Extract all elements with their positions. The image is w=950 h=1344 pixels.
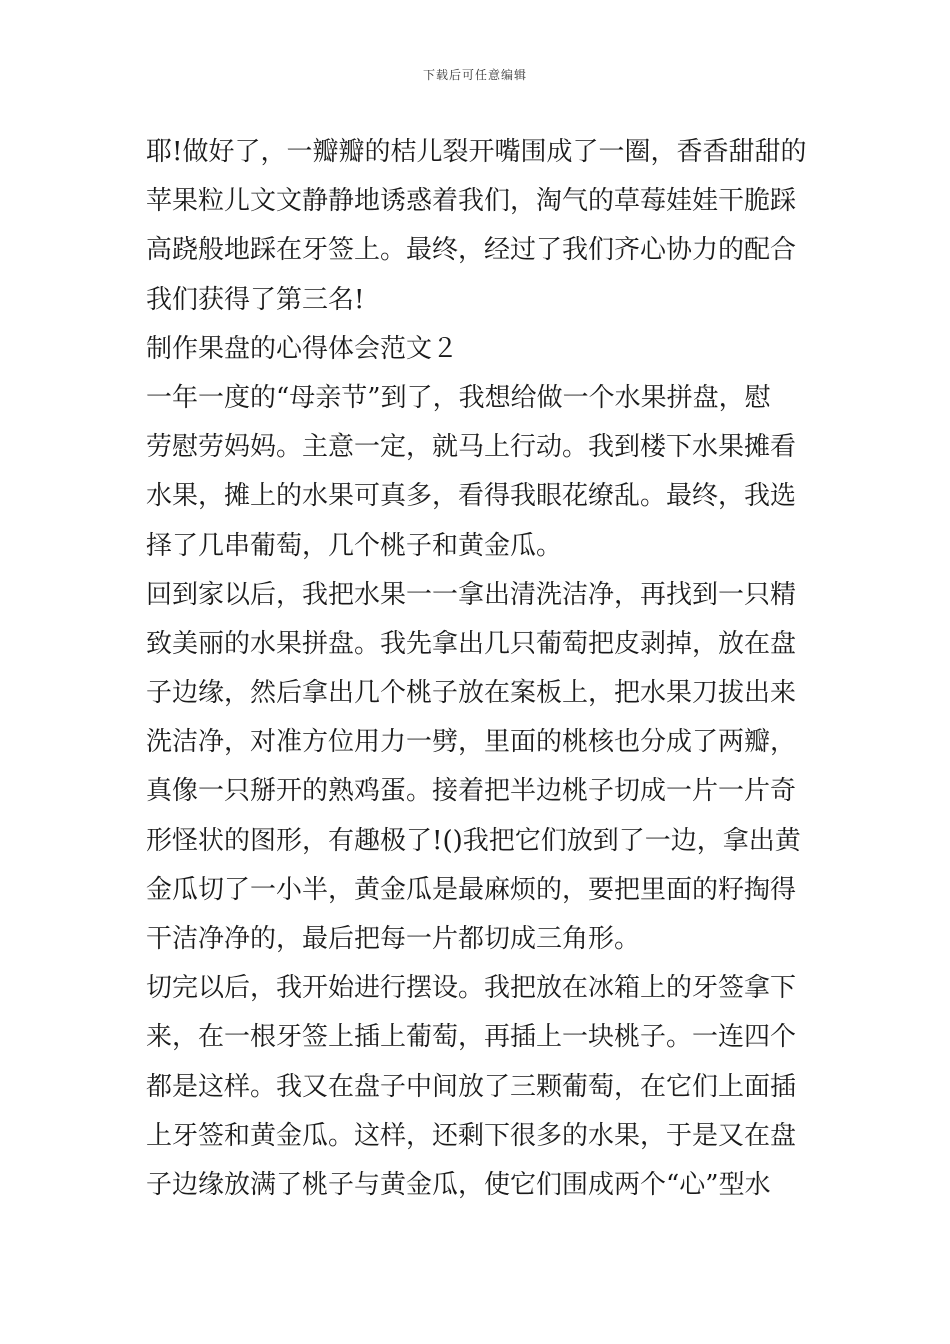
text-line: 我们获得了第三名! bbox=[146, 284, 365, 315]
text-line: 上牙签和黄金瓜。这样，还剩下很多的水果，于是又在盘 bbox=[146, 1120, 797, 1151]
text-line: 洗洁净，对准方位用力一劈，里面的桃核也分成了两瓣， bbox=[146, 727, 797, 758]
text-line: 金瓜切了一小半，黄金瓜是最麻烦的，要把里面的籽掏得 bbox=[146, 874, 797, 905]
text-line: 苹果粒儿文文静静地诱惑着我们，淘气的草莓娃娃干脆踩 bbox=[146, 186, 797, 217]
text-line: 切完以后，我开始进行摆设。我把放在冰箱上的牙签拿下 bbox=[146, 973, 797, 1004]
text-line: 都是这样。我又在盘子中间放了三颗葡萄，在它们上面插 bbox=[146, 1071, 797, 1102]
page-header: 下载后可任意编辑 bbox=[422, 68, 527, 82]
text-line: 干洁净净的，最后把每一片都切成三角形。 bbox=[146, 924, 641, 954]
document-body bbox=[146, 128, 806, 1210]
text-line: 劳慰劳妈妈。主意一定，就马上行动。我到楼下水果摊看 bbox=[146, 432, 797, 463]
text-line: 择了几串葡萄，几个桃子和黄金瓜。 bbox=[146, 530, 563, 561]
text-line: 形怪状的图形，有趣极了!()我把它们放到了一边，拿出黄 bbox=[146, 825, 801, 856]
text-line: 耶!做好了，一瓣瓣的桔儿裂开嘴围成了一圈，香香甜甜的 bbox=[146, 137, 806, 167]
text-line: 回到家以后，我把水果一一拿出清洗洁净，再找到一只精 bbox=[146, 579, 797, 610]
text-line: 高跷般地踩在牙签上。最终，经过了我们齐心协力的配合 bbox=[146, 235, 797, 266]
text-line: 一年一度的“母亲节”到了，我想给做一个水果拼盘，慰 bbox=[146, 382, 771, 413]
text-line: 致美丽的水果拼盘。我先拿出几只葡萄把皮剥掉，放在盘 bbox=[146, 628, 797, 659]
text-line: 子边缘，然后拿出几个桃子放在案板上，把水果刀拔出来 bbox=[146, 678, 797, 709]
section-title: 制作果盘的心得体会范文２ bbox=[146, 333, 459, 364]
text-line: 来，在一根牙签上插上葡萄，再插上一块桃子。一连四个 bbox=[146, 1022, 797, 1053]
text-line: 真像一只掰开的熟鸡蛋。接着把半边桃子切成一片一片奇 bbox=[146, 776, 797, 807]
text-line: 水果，摊上的水果可真多，看得我眼花缭乱。最终，我选 bbox=[146, 481, 797, 512]
text-line: 子边缘放满了桃子与黄金瓜，使它们围成两个“心”型水 bbox=[146, 1169, 771, 1200]
